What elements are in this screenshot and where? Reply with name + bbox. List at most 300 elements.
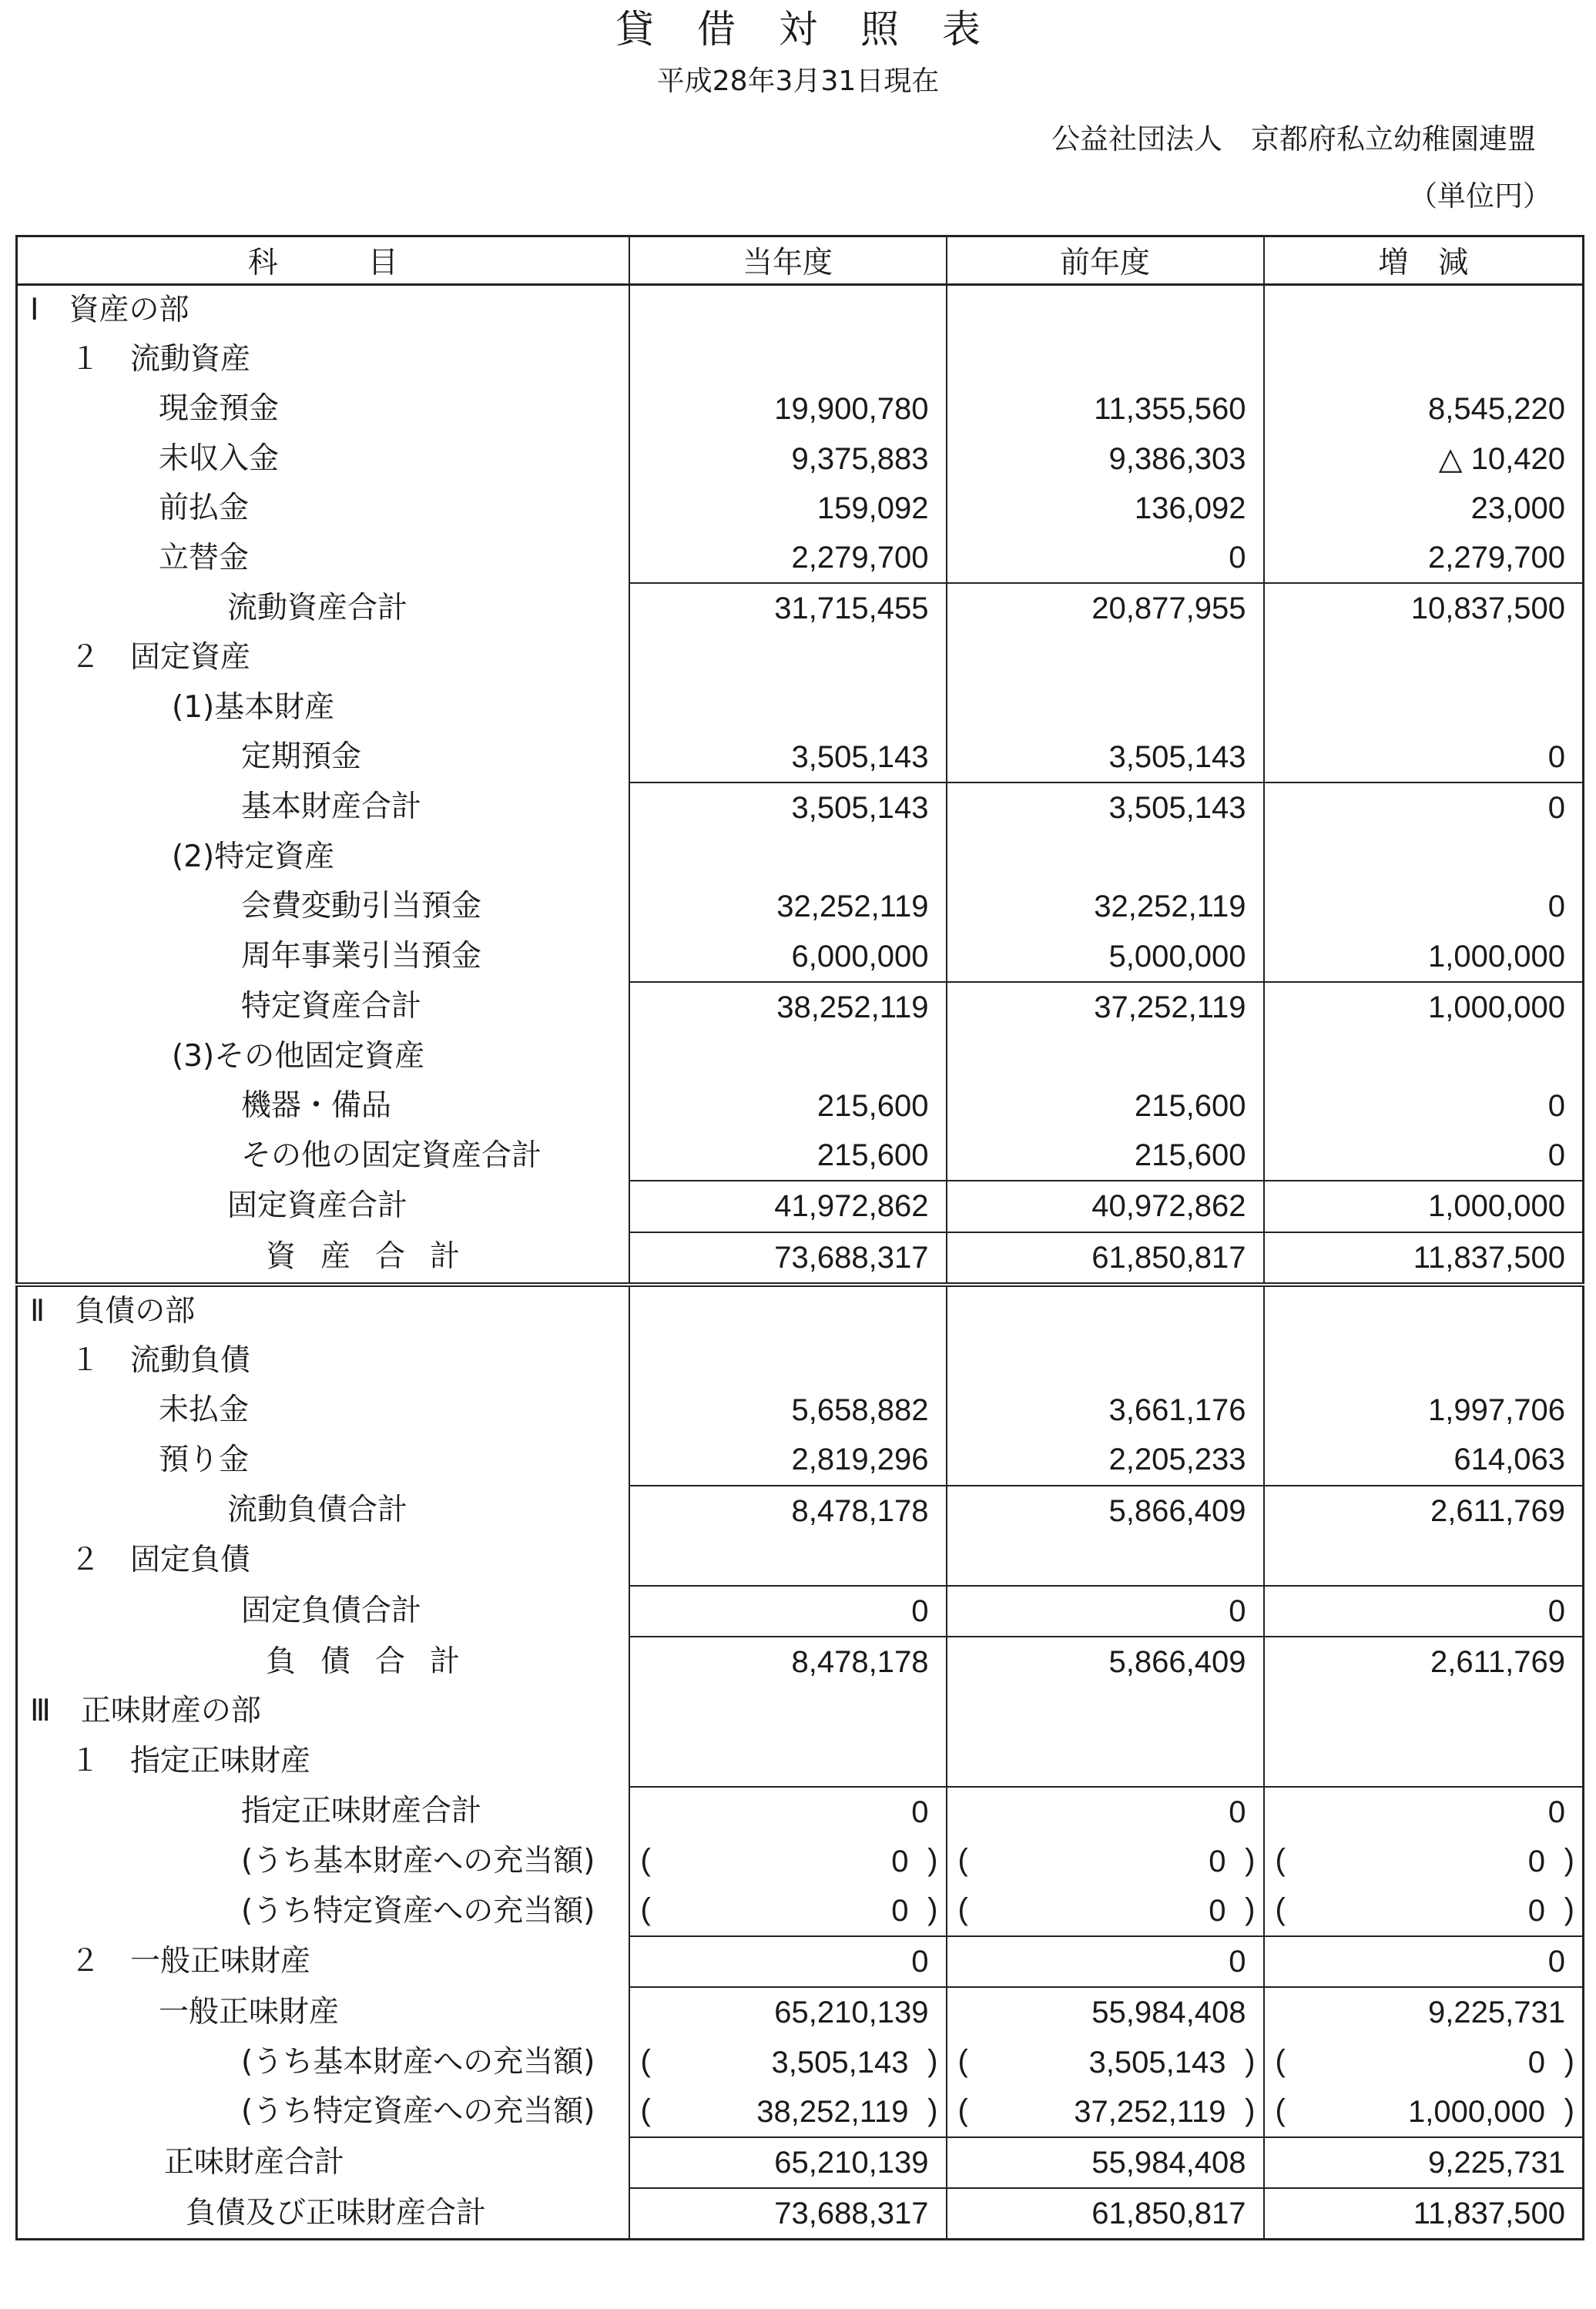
- amount-value: 1,000,000: [1408, 2094, 1545, 2129]
- current-year-cell: [629, 1131, 947, 1181]
- account-label: [17, 1837, 629, 1886]
- amount-value: 0: [1229, 1945, 1246, 1979]
- account-label-text: Ⅰ 資産の部: [30, 293, 189, 328]
- amount-value: 2,819,296: [791, 1443, 929, 1477]
- account-label-text: ２ 固定資産: [70, 640, 251, 675]
- amount-value: 9,225,731: [1428, 1996, 1565, 2030]
- current-year-cell: [629, 1232, 947, 1285]
- current-year-cell: [629, 583, 947, 633]
- amount-value: 0: [1547, 1594, 1565, 1628]
- amount-value: 215,600: [1134, 1138, 1246, 1173]
- account-label-text: 基本財産合計: [241, 789, 422, 825]
- change-cell: [1264, 2188, 1584, 2240]
- current-year-cell: [629, 633, 947, 682]
- account-label-text: その他の固定資産合計: [241, 1138, 542, 1173]
- amount-value: 5,000,000: [1108, 939, 1246, 974]
- amount-value: 40,972,862: [1091, 1189, 1246, 1224]
- current-year-cell: [629, 1586, 947, 1637]
- account-label: [17, 1987, 629, 2037]
- current-year-cell: [629, 1536, 947, 1586]
- current-year-cell: [629, 2038, 947, 2087]
- previous-year-cell: [947, 1787, 1264, 1837]
- current-year-cell: [629, 1837, 947, 1886]
- close-paren: ): [927, 2043, 938, 2078]
- amount-value: 1,000,000: [1428, 1189, 1565, 1224]
- amount-value: 0: [1547, 1138, 1565, 1173]
- previous-year-cell: [947, 2038, 1264, 2087]
- table-row: [17, 1936, 1584, 1987]
- current-year-cell: [629, 1081, 947, 1131]
- amount-value: 0: [1527, 1844, 1545, 1878]
- amount-value: 614,063: [1454, 1443, 1565, 1477]
- previous-year-cell: [947, 1032, 1264, 1081]
- amount-value: 0: [1229, 1594, 1246, 1628]
- change-cell: [1264, 882, 1584, 931]
- amount-value: 1,997,706: [1428, 1393, 1565, 1428]
- amount-value: 61,850,817: [1091, 1240, 1246, 1275]
- change-cell: [1264, 285, 1584, 336]
- table-row: [17, 1536, 1584, 1586]
- account-label-text: 負債合計: [266, 1644, 485, 1679]
- amount-value: 19,900,780: [774, 392, 929, 427]
- account-label: [17, 1637, 629, 1687]
- change-cell: [1264, 335, 1584, 384]
- table-body: [17, 285, 1584, 2240]
- table-row: [17, 683, 1584, 732]
- column-header-account: 科 目: [17, 236, 629, 285]
- table-row: [17, 1435, 1584, 1485]
- change-cell: [1264, 931, 1584, 981]
- current-year-cell: [629, 982, 947, 1032]
- amount-value: 2,279,700: [1428, 541, 1565, 575]
- previous-year-cell: [947, 1987, 1264, 2037]
- previous-year-cell: [947, 1285, 1264, 1336]
- current-year-cell: [629, 1736, 947, 1786]
- account-label-text: 機器・備品: [241, 1088, 392, 1124]
- current-year-cell: [629, 1886, 947, 1936]
- close-paren: ): [1564, 1892, 1574, 1926]
- previous-year-cell: [947, 484, 1264, 533]
- previous-year-cell: [947, 1886, 1264, 1936]
- amount-value: 2,205,233: [1108, 1443, 1246, 1477]
- previous-year-cell: [947, 533, 1264, 583]
- account-label: [17, 783, 629, 833]
- previous-year-cell: [947, 982, 1264, 1032]
- account-label-text: 流動負債合計: [227, 1493, 408, 1528]
- amount-value: 38,252,119: [776, 990, 929, 1024]
- change-cell: [1264, 1886, 1584, 1936]
- table-row: [17, 285, 1584, 336]
- amount-value: 215,600: [816, 1089, 929, 1124]
- account-label: [17, 1886, 629, 1936]
- account-label-text: 未収入金: [159, 441, 280, 476]
- change-cell: [1264, 1586, 1584, 1637]
- current-year-cell: [629, 1032, 947, 1081]
- amount-value: 0: [911, 1945, 929, 1979]
- previous-year-cell: [947, 1736, 1264, 1786]
- previous-year-cell: [947, 1181, 1264, 1232]
- change-cell: [1264, 732, 1584, 783]
- previous-year-cell: [947, 2137, 1264, 2188]
- amount-value: 55,984,408: [1091, 2146, 1246, 2180]
- table-row: [17, 384, 1584, 434]
- amount-value: 215,600: [816, 1138, 929, 1173]
- amount-value: 10,837,500: [1410, 591, 1565, 626]
- account-label-text: 指定正味財産合計: [241, 1794, 482, 1829]
- table-row: [17, 1486, 1584, 1536]
- change-cell: [1264, 1837, 1584, 1886]
- open-paren: (: [957, 2043, 968, 2078]
- amount-value: 0: [891, 1844, 909, 1878]
- account-label-text: 固定資産合計: [227, 1188, 408, 1224]
- account-label-text: 前払金: [159, 490, 250, 525]
- amount-value: 6,000,000: [791, 939, 929, 974]
- account-label: [17, 1486, 629, 1536]
- previous-year-cell: [947, 1586, 1264, 1637]
- table-row: [17, 1837, 1584, 1886]
- column-header-current-year: 当年度: [629, 236, 947, 285]
- unit-label: （単位円）: [1409, 179, 1551, 213]
- account-label: [17, 335, 629, 384]
- amount-value: 8,545,220: [1428, 392, 1565, 427]
- close-paren: ): [1245, 1842, 1256, 1877]
- amount-value: 136,092: [1134, 491, 1246, 525]
- amount-value: 1,000,000: [1428, 990, 1565, 1024]
- account-label-text: 会費変動引当預金: [241, 889, 482, 924]
- account-label-text: 固定負債合計: [241, 1593, 422, 1628]
- change-cell: [1264, 2087, 1584, 2137]
- account-label: [17, 1131, 629, 1181]
- account-label: [17, 484, 629, 533]
- previous-year-cell: [947, 633, 1264, 682]
- open-paren: (: [640, 2043, 651, 2078]
- previous-year-cell: [947, 1081, 1264, 1131]
- previous-year-cell: [947, 683, 1264, 732]
- current-year-cell: [629, 335, 947, 384]
- table-row: [17, 1081, 1584, 1131]
- amount-value: 73,688,317: [774, 2197, 929, 2231]
- table-row: [17, 1032, 1584, 1081]
- account-label: [17, 1687, 629, 1736]
- amount-value: 0: [911, 1795, 929, 1829]
- account-label: [17, 434, 629, 484]
- change-cell: [1264, 1131, 1584, 1181]
- account-label: [17, 683, 629, 732]
- current-year-cell: [629, 2188, 947, 2240]
- amount-value: 3,505,143: [791, 739, 929, 774]
- account-label: [17, 2137, 629, 2188]
- amount-value: 37,252,119: [1094, 990, 1246, 1024]
- account-label: [17, 1787, 629, 1837]
- account-label: [17, 982, 629, 1032]
- current-year-cell: [629, 2137, 947, 2188]
- change-cell: [1264, 2038, 1584, 2087]
- previous-year-cell: [947, 1435, 1264, 1485]
- account-label-text: 特定資産合計: [241, 989, 422, 1024]
- account-label: [17, 931, 629, 981]
- change-cell: [1264, 1336, 1584, 1386]
- amount-value: 3,505,143: [1088, 2045, 1226, 2079]
- table-row: [17, 2137, 1584, 2188]
- account-label-text: 正味財産合計: [164, 2145, 345, 2180]
- amount-value: 0: [1547, 790, 1565, 825]
- organization-name: 公益社団法人 京都府私立幼稚園連盟: [1051, 122, 1536, 156]
- change-cell: [1264, 1032, 1584, 1081]
- previous-year-cell: [947, 1486, 1264, 1536]
- account-label-text: 周年事業引当預金: [241, 939, 482, 974]
- account-label-text: 預り金: [159, 1442, 250, 1477]
- table-row: [17, 2087, 1584, 2137]
- account-label-text: 一般正味財産: [159, 1994, 340, 2029]
- amount-value: 38,252,119: [756, 2094, 909, 2129]
- amount-value: 5,658,882: [791, 1393, 929, 1428]
- previous-year-cell: [947, 2087, 1264, 2137]
- change-cell: [1264, 434, 1584, 484]
- table-row: [17, 1336, 1584, 1386]
- amount-value: 5,866,409: [1108, 1493, 1246, 1528]
- table-row: [17, 1987, 1584, 2037]
- amount-value: 3,505,143: [1108, 790, 1246, 825]
- account-label-text: １ 流動負債: [70, 1343, 251, 1379]
- account-label-text: 現金預金: [159, 391, 280, 427]
- amount-value: 2,611,769: [1430, 1493, 1565, 1528]
- account-label: [17, 2188, 629, 2240]
- amount-value: 23,000: [1470, 491, 1565, 525]
- amount-value: 65,210,139: [774, 1996, 929, 2030]
- account-label: [17, 583, 629, 633]
- close-paren: ): [1564, 2043, 1574, 2078]
- account-label-text: (うち基本財産への充当額): [241, 1843, 595, 1878]
- account-label: [17, 2038, 629, 2087]
- table-row: [17, 1637, 1584, 1687]
- table-row: [17, 1386, 1584, 1435]
- table-row: [17, 732, 1584, 783]
- amount-value: 0: [1547, 890, 1565, 924]
- open-paren: (: [1275, 2093, 1286, 2127]
- previous-year-cell: [947, 1386, 1264, 1435]
- table-row: [17, 1787, 1584, 1837]
- change-cell: [1264, 1435, 1584, 1485]
- current-year-cell: [629, 1787, 947, 1837]
- previous-year-cell: [947, 1837, 1264, 1886]
- account-label: [17, 882, 629, 931]
- change-cell: [1264, 1987, 1584, 2037]
- amount-value: 61,850,817: [1091, 2197, 1246, 2231]
- previous-year-cell: [947, 1336, 1264, 1386]
- account-label: [17, 1936, 629, 1987]
- account-label: [17, 1285, 629, 1336]
- amount-value: 0: [1547, 1795, 1565, 1829]
- table-row: [17, 335, 1584, 384]
- open-paren: (: [1275, 1892, 1286, 1926]
- previous-year-cell: [947, 2188, 1264, 2240]
- amount-value: 215,600: [1134, 1089, 1246, 1124]
- previous-year-cell: [947, 583, 1264, 633]
- current-year-cell: [629, 1336, 947, 1386]
- account-label: [17, 2087, 629, 2137]
- table-row: [17, 633, 1584, 682]
- amount-value: 3,505,143: [771, 2045, 909, 2079]
- previous-year-cell: [947, 434, 1264, 484]
- table-row: [17, 2188, 1584, 2240]
- previous-year-cell: [947, 384, 1264, 434]
- current-year-cell: [629, 931, 947, 981]
- account-label-text: (うち特定資産への充当額): [241, 2094, 595, 2130]
- current-year-cell: [629, 434, 947, 484]
- open-paren: (: [640, 2093, 651, 2127]
- amount-value: 159,092: [816, 491, 929, 525]
- change-cell: [1264, 2137, 1584, 2188]
- amount-value: 41,972,862: [774, 1189, 929, 1224]
- open-paren: (: [957, 2093, 968, 2127]
- current-year-cell: [629, 285, 947, 336]
- previous-year-cell: [947, 1131, 1264, 1181]
- previous-year-cell: [947, 783, 1264, 833]
- change-cell: [1264, 1285, 1584, 1336]
- account-label-text: 負債及び正味財産合計: [186, 2195, 487, 2230]
- current-year-cell: [629, 484, 947, 533]
- account-label-text: 未払金: [159, 1392, 250, 1428]
- table-row: [17, 783, 1584, 833]
- table-row: [17, 533, 1584, 583]
- change-cell: [1264, 783, 1584, 833]
- change-cell: [1264, 484, 1584, 533]
- amount-value: 8,478,178: [791, 1493, 929, 1528]
- account-label: [17, 1736, 629, 1786]
- account-label: [17, 1586, 629, 1637]
- account-label: [17, 833, 629, 882]
- document-title: 貸借対照表: [615, 7, 1024, 52]
- amount-value: 73,688,317: [774, 1240, 929, 1275]
- account-label: [17, 1032, 629, 1081]
- close-paren: ): [1564, 1842, 1574, 1877]
- amount-value: 11,837,500: [1413, 1240, 1565, 1275]
- amount-value: 32,252,119: [1094, 890, 1246, 924]
- change-cell: [1264, 982, 1584, 1032]
- amount-value: 65,210,139: [774, 2146, 929, 2180]
- account-label: [17, 1181, 629, 1232]
- change-cell: [1264, 683, 1584, 732]
- amount-value: 2,611,769: [1430, 1645, 1565, 1680]
- previous-year-cell: [947, 931, 1264, 981]
- current-year-cell: [629, 2087, 947, 2137]
- change-cell: [1264, 1936, 1584, 1987]
- amount-value: 32,252,119: [776, 890, 929, 924]
- table-row: [17, 583, 1584, 633]
- current-year-cell: [629, 1936, 947, 1987]
- amount-value: 0: [1527, 2045, 1545, 2079]
- account-label-text: 定期預金: [241, 739, 362, 775]
- close-paren: ): [927, 2093, 938, 2127]
- change-cell: [1264, 1637, 1584, 1687]
- previous-year-cell: [947, 1687, 1264, 1736]
- close-paren: ): [1245, 2043, 1256, 2078]
- amount-value: 11,837,500: [1413, 2197, 1565, 2231]
- previous-year-cell: [947, 335, 1264, 384]
- current-year-cell: [629, 533, 947, 583]
- previous-year-cell: [947, 1232, 1264, 1285]
- account-label-text: ２ 一般正味財産: [70, 1944, 311, 1979]
- amount-value: 0: [891, 1894, 909, 1929]
- amount-value: 0: [1209, 1894, 1226, 1929]
- amount-value: 0: [1527, 1894, 1545, 1929]
- balance-sheet-table: [15, 235, 1584, 2240]
- open-paren: (: [957, 1892, 968, 1926]
- account-label: [17, 1536, 629, 1586]
- open-paren: (: [640, 1842, 651, 1877]
- close-paren: ): [1245, 1892, 1256, 1926]
- current-year-cell: [629, 783, 947, 833]
- as-of-date: 平成28年3月31日現在: [656, 65, 940, 97]
- amount-value: 8,478,178: [791, 1645, 929, 1680]
- change-cell: [1264, 533, 1584, 583]
- amount-value: 3,505,143: [791, 790, 929, 825]
- close-paren: ): [927, 1842, 938, 1877]
- account-label-text: (1)基本財産: [172, 689, 335, 725]
- table-row: [17, 1181, 1584, 1232]
- amount-value: 0: [1229, 1795, 1246, 1829]
- account-label-text: 立替金: [159, 540, 250, 575]
- account-label: [17, 285, 629, 336]
- table-row: [17, 434, 1584, 484]
- open-paren: (: [957, 1842, 968, 1877]
- change-cell: [1264, 1181, 1584, 1232]
- table-row: [17, 1285, 1584, 1336]
- table-row: [17, 1131, 1584, 1181]
- account-label: [17, 1081, 629, 1131]
- amount-value: 0: [911, 1594, 929, 1628]
- account-label-text: (うち基本財産への充当額): [241, 2044, 595, 2079]
- previous-year-cell: [947, 285, 1264, 336]
- previous-year-cell: [947, 882, 1264, 931]
- previous-year-cell: [947, 1536, 1264, 1586]
- current-year-cell: [629, 1687, 947, 1736]
- amount-value: 0: [1209, 1844, 1226, 1878]
- amount-value: 0: [1547, 1945, 1565, 1979]
- account-label-text: (3)その他固定資産: [172, 1038, 425, 1074]
- amount-value: 9,386,303: [1108, 441, 1246, 476]
- change-cell: [1264, 633, 1584, 682]
- amount-value: △ 10,420: [1438, 441, 1565, 476]
- amount-value: 9,375,883: [791, 441, 929, 476]
- table-row: [17, 882, 1584, 931]
- table-header: [17, 236, 1584, 285]
- account-label: [17, 533, 629, 583]
- open-paren: (: [1275, 1842, 1286, 1877]
- current-year-cell: [629, 1386, 947, 1435]
- account-label: [17, 1232, 629, 1285]
- amount-value: 2,279,700: [791, 541, 929, 575]
- table-row: [17, 2038, 1584, 2087]
- amount-value: 55,984,408: [1091, 1996, 1246, 2030]
- change-cell: [1264, 583, 1584, 633]
- amount-value: 31,715,455: [774, 591, 929, 626]
- account-label-text: (2)特定資産: [172, 839, 335, 875]
- account-label-text: 資産合計: [266, 1239, 485, 1275]
- current-year-cell: [629, 1181, 947, 1232]
- change-cell: [1264, 1687, 1584, 1736]
- change-cell: [1264, 384, 1584, 434]
- amount-value: 1,000,000: [1428, 939, 1565, 974]
- change-cell: [1264, 1536, 1584, 1586]
- account-label: [17, 633, 629, 682]
- current-year-cell: [629, 882, 947, 931]
- current-year-cell: [629, 732, 947, 783]
- change-cell: [1264, 1232, 1584, 1285]
- current-year-cell: [629, 1486, 947, 1536]
- amount-value: 3,661,176: [1108, 1393, 1246, 1428]
- account-label-text: Ⅱ 負債の部: [30, 1293, 196, 1329]
